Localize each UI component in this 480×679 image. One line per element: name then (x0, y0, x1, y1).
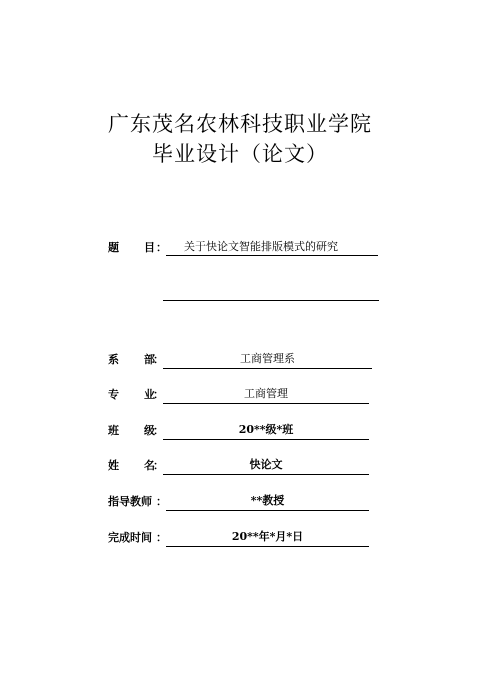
topic-row (0, 240, 480, 256)
class-label-char-1: 班 (108, 424, 119, 437)
advisor-value: **教授 (166, 494, 369, 511)
date-label-text: 完成时间 (108, 531, 152, 544)
topic-label-char-2: 目 (144, 241, 155, 254)
name-colon: ： (153, 459, 164, 472)
class-label-char-2: 级 (144, 424, 155, 437)
class-colon: ： (153, 424, 164, 437)
topic-value: 关于快论文智能排版模式的研究 (166, 240, 378, 256)
document-type: 毕业设计（论文） (152, 142, 328, 166)
advisor-label-text: 指导教师 (108, 495, 152, 508)
name-label-char-2: 名 (144, 459, 155, 472)
advisor-row (0, 494, 480, 510)
major-row (0, 387, 480, 403)
department-label-char-1: 系 (108, 353, 119, 366)
date-value: 20**年*月*日 (166, 530, 369, 547)
major-label-char-2: 业 (144, 388, 155, 401)
department-value: 工商管理系 (163, 352, 372, 369)
class-value: 20**级*班 (163, 423, 369, 440)
school-name: 广东茂名农林科技职业学院 (108, 112, 372, 136)
name-row (0, 458, 480, 474)
department-colon: ： (153, 353, 164, 366)
topic-colon: ： (156, 241, 167, 254)
name-value: 快论文 (163, 458, 369, 475)
department-label-char-2: 部 (144, 353, 155, 366)
date-row (0, 530, 480, 546)
topic-second-line (163, 300, 379, 301)
department-row (0, 352, 480, 368)
date-colon: ： (156, 531, 167, 544)
major-label-char-1: 专 (108, 388, 119, 401)
name-label-char-1: 姓 (108, 459, 119, 472)
class-row (0, 423, 480, 439)
major-colon: ： (153, 388, 164, 401)
topic-label-char-1: 题 (108, 241, 119, 254)
major-value: 工商管理 (163, 387, 369, 404)
advisor-colon: ： (156, 495, 167, 508)
